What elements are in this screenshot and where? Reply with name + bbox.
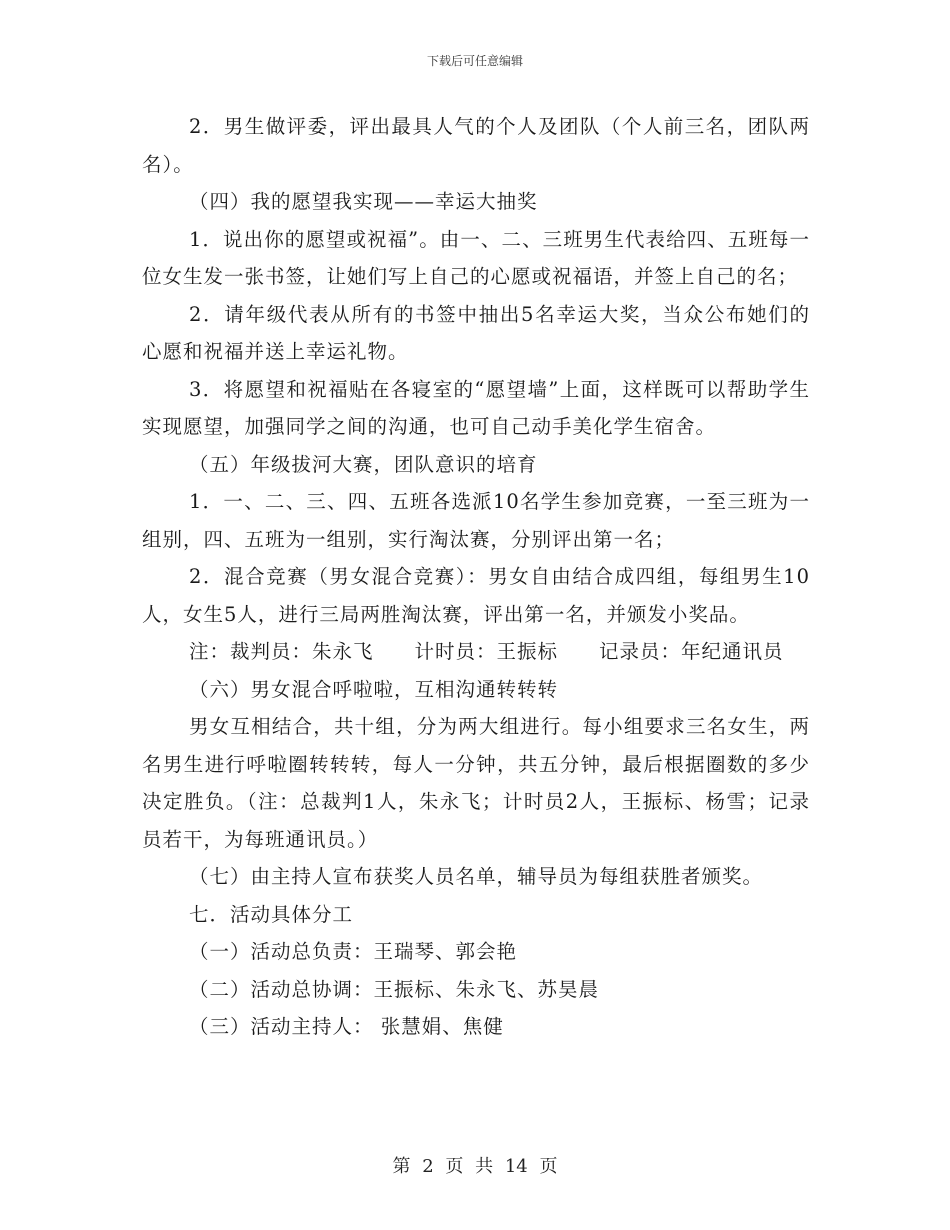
section-heading: （五）年级拔河大赛，团队意识的培育 — [189, 452, 538, 476]
page-footer: 第 2 页 共 14 页 — [392, 1156, 558, 1177]
paragraph: 2．男生做评委，评出最具人气的个人及团队（个人前三名，团队两名）。 — [142, 115, 810, 176]
paragraph: 2．混合竞赛（男女混合竞赛）：男女自由结合成四组，每组男生10人，女生5人，进行三局两胜淘汰赛，评出第一名，并颁发小奖品。 — [142, 565, 810, 626]
paragraph: （三）活动主持人： 张慧娟、焦健 — [189, 1015, 504, 1038]
paragraph: （二）活动总协调：王振标、朱永飞、苏昊晨 — [189, 977, 600, 1001]
page-header: 下载后可任意编辑 — [426, 54, 523, 68]
section-heading: （四）我的愿望我实现——幸运大抽奖 — [189, 190, 538, 213]
paragraph: 2．请年级代表从所有的书签中抽出5名幸运大奖，当众公布她们的心愿和祝福并送上幸运礼物。 — [142, 302, 810, 363]
section-heading: （七）由主持人宣布获奖人员名单，辅导员为每组获胜者颁奖。 — [189, 865, 764, 888]
section-heading: （六）男女混合呼啦啦，互相沟通转转转 — [189, 677, 559, 701]
paragraph: 1．一、二、三、四、五班各选派10名学生参加竞赛，一至三班为一组别，四、五班为一组别，实行淘汰赛，分别评出第一名； — [142, 490, 810, 551]
paragraph: 3．将愿望和祝福贴在各寝室的“愿望墙”上面，这样既可以帮助学生实现愿望，加强同学之间的沟通，也可自己动手美化学生宿舍。 — [142, 377, 810, 438]
paragraph: 男女互相结合，共十组，分为两大组进行。每小组要求三名女生，两名男生进行呼啦圈转转转，每人一分钟，共五分钟，最后根据圈数的多少决定胜负。（注：总裁判1人，朱永飞；计时员2人，王振标、杨雪；记录员若干，为每班通讯员。） — [142, 715, 810, 851]
document-body — [142, 108, 810, 1046]
paragraph: 1．说出你的愿望或祝福”。由一、二、三班男生代表给四、五班每一位女生发一张书签，让她们写上自己的心愿或祝福语，并签上自己的名； — [142, 227, 810, 288]
paragraph: 注：裁判员：朱永飞 计时员：王振标 记录员：年纪通讯员 — [189, 640, 784, 663]
section-heading: 七．活动具体分工 — [189, 902, 354, 926]
paragraph: （一）活动总负责：王瑞琴、郭会艳 — [189, 940, 518, 963]
